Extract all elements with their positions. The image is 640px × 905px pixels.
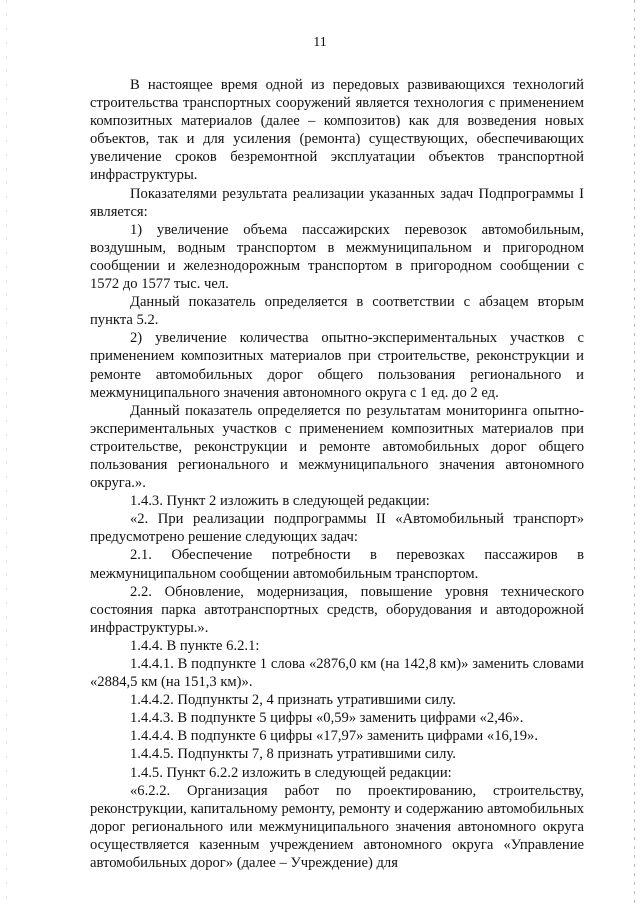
paragraph: «6.2.2. Организация работ по проектированию, строительству, реконструкции, капитальному ремонту, ремонту и содержанию автомобильных дорог регионального или межмуниципального значения автономного округа осуществляется казенным учреждением автономного округа «Управление автомобильных дорог» (далее – Учреждение) для	[90, 782, 584, 872]
paragraph: В настоящее время одной из передовых развивающихся технологий строительства транспортных сооружений является технология с применением композитных материалов (далее – композитов) как для возведения новых объектов, так и для усиления (ремонта) существующих, обеспечивающих увеличение сроков безремонтной эксплуатации объектов транспортной инфраструктуры.	[90, 77, 584, 184]
paragraph: 2.1. Обеспечение потребности в перевозках пассажиров в межмуниципальном сообщении автомобильным транспортом.	[90, 547, 584, 582]
paragraph: Показателями результата реализации указанных задач Подпрограммы I является:	[90, 185, 584, 220]
scan-edge-right	[634, 0, 635, 905]
paragraph: 1.4.4.3. В подпункте 5 цифры «0,59» заменить цифрами «2,46».	[130, 710, 524, 727]
scan-edge-left	[6, 0, 7, 905]
paragraph: 1.4.4.5. Подпункты 7, 8 признать утратившими силу.	[130, 746, 456, 763]
paragraph: Данный показатель определяется в соответствии с абзацем вторым пункта 5.2.	[90, 294, 584, 329]
paragraph: 1.4.4.1. В подпункте 1 слова «2876,0 км (на 142,8 км)» заменить словами «2884,5 км (на 151,3 км)».	[90, 656, 584, 691]
page-number: 11	[313, 35, 327, 50]
paragraph: 1.4.4.4. В подпункте 6 цифры «17,97» заменить цифрами «16,19».	[130, 728, 538, 745]
paragraph: 1.4.4.2. Подпункты 2, 4 признать утратившими силу.	[130, 692, 456, 709]
paragraph: 1.4.4. В пункте 6.2.1:	[130, 637, 260, 654]
paragraph: 2) увеличение количества опытно-экспериментальных участков с применением композитных материалов при строительстве, реконструкции и ремонте автомобильных дорог общего пользования регионального и межмуниципального значения автономного округа с 1 ед. до 2 ед.	[90, 330, 584, 401]
document-body	[90, 76, 584, 872]
paragraph: Данный показатель определяется по результатам мониторинга опытно-экспериментальных участков с применением композитных материалов при строительстве, реконструкции и ремонте автомобильных дорог общего пользования регионального и межмуниципального значения автономного округа.».	[90, 402, 584, 492]
paragraph: «2. При реализации подпрограммы II «Автомобильный транспорт» предусмотрено решение следующих задач:	[90, 511, 584, 546]
paragraph: 1.4.5. Пункт 6.2.2 изложить в следующей редакции:	[130, 764, 452, 781]
paragraph: 1.4.3. Пункт 2 изложить в следующей редакции:	[130, 493, 430, 510]
paragraph: 1) увеличение объема пассажирских перевозок автомобильным, воздушным, водным транспортом в межмуниципальном и пригородном сообщении и железнодорожным транспортом в пригородном сообщении с 1572 до 1577 тыс. чел.	[90, 221, 584, 293]
paragraph: 2.2. Обновление, модернизация, повышение уровня технического состояния парка автотранспортных средств, оборудования и автодорожной инфраструктуры.».	[90, 583, 584, 636]
